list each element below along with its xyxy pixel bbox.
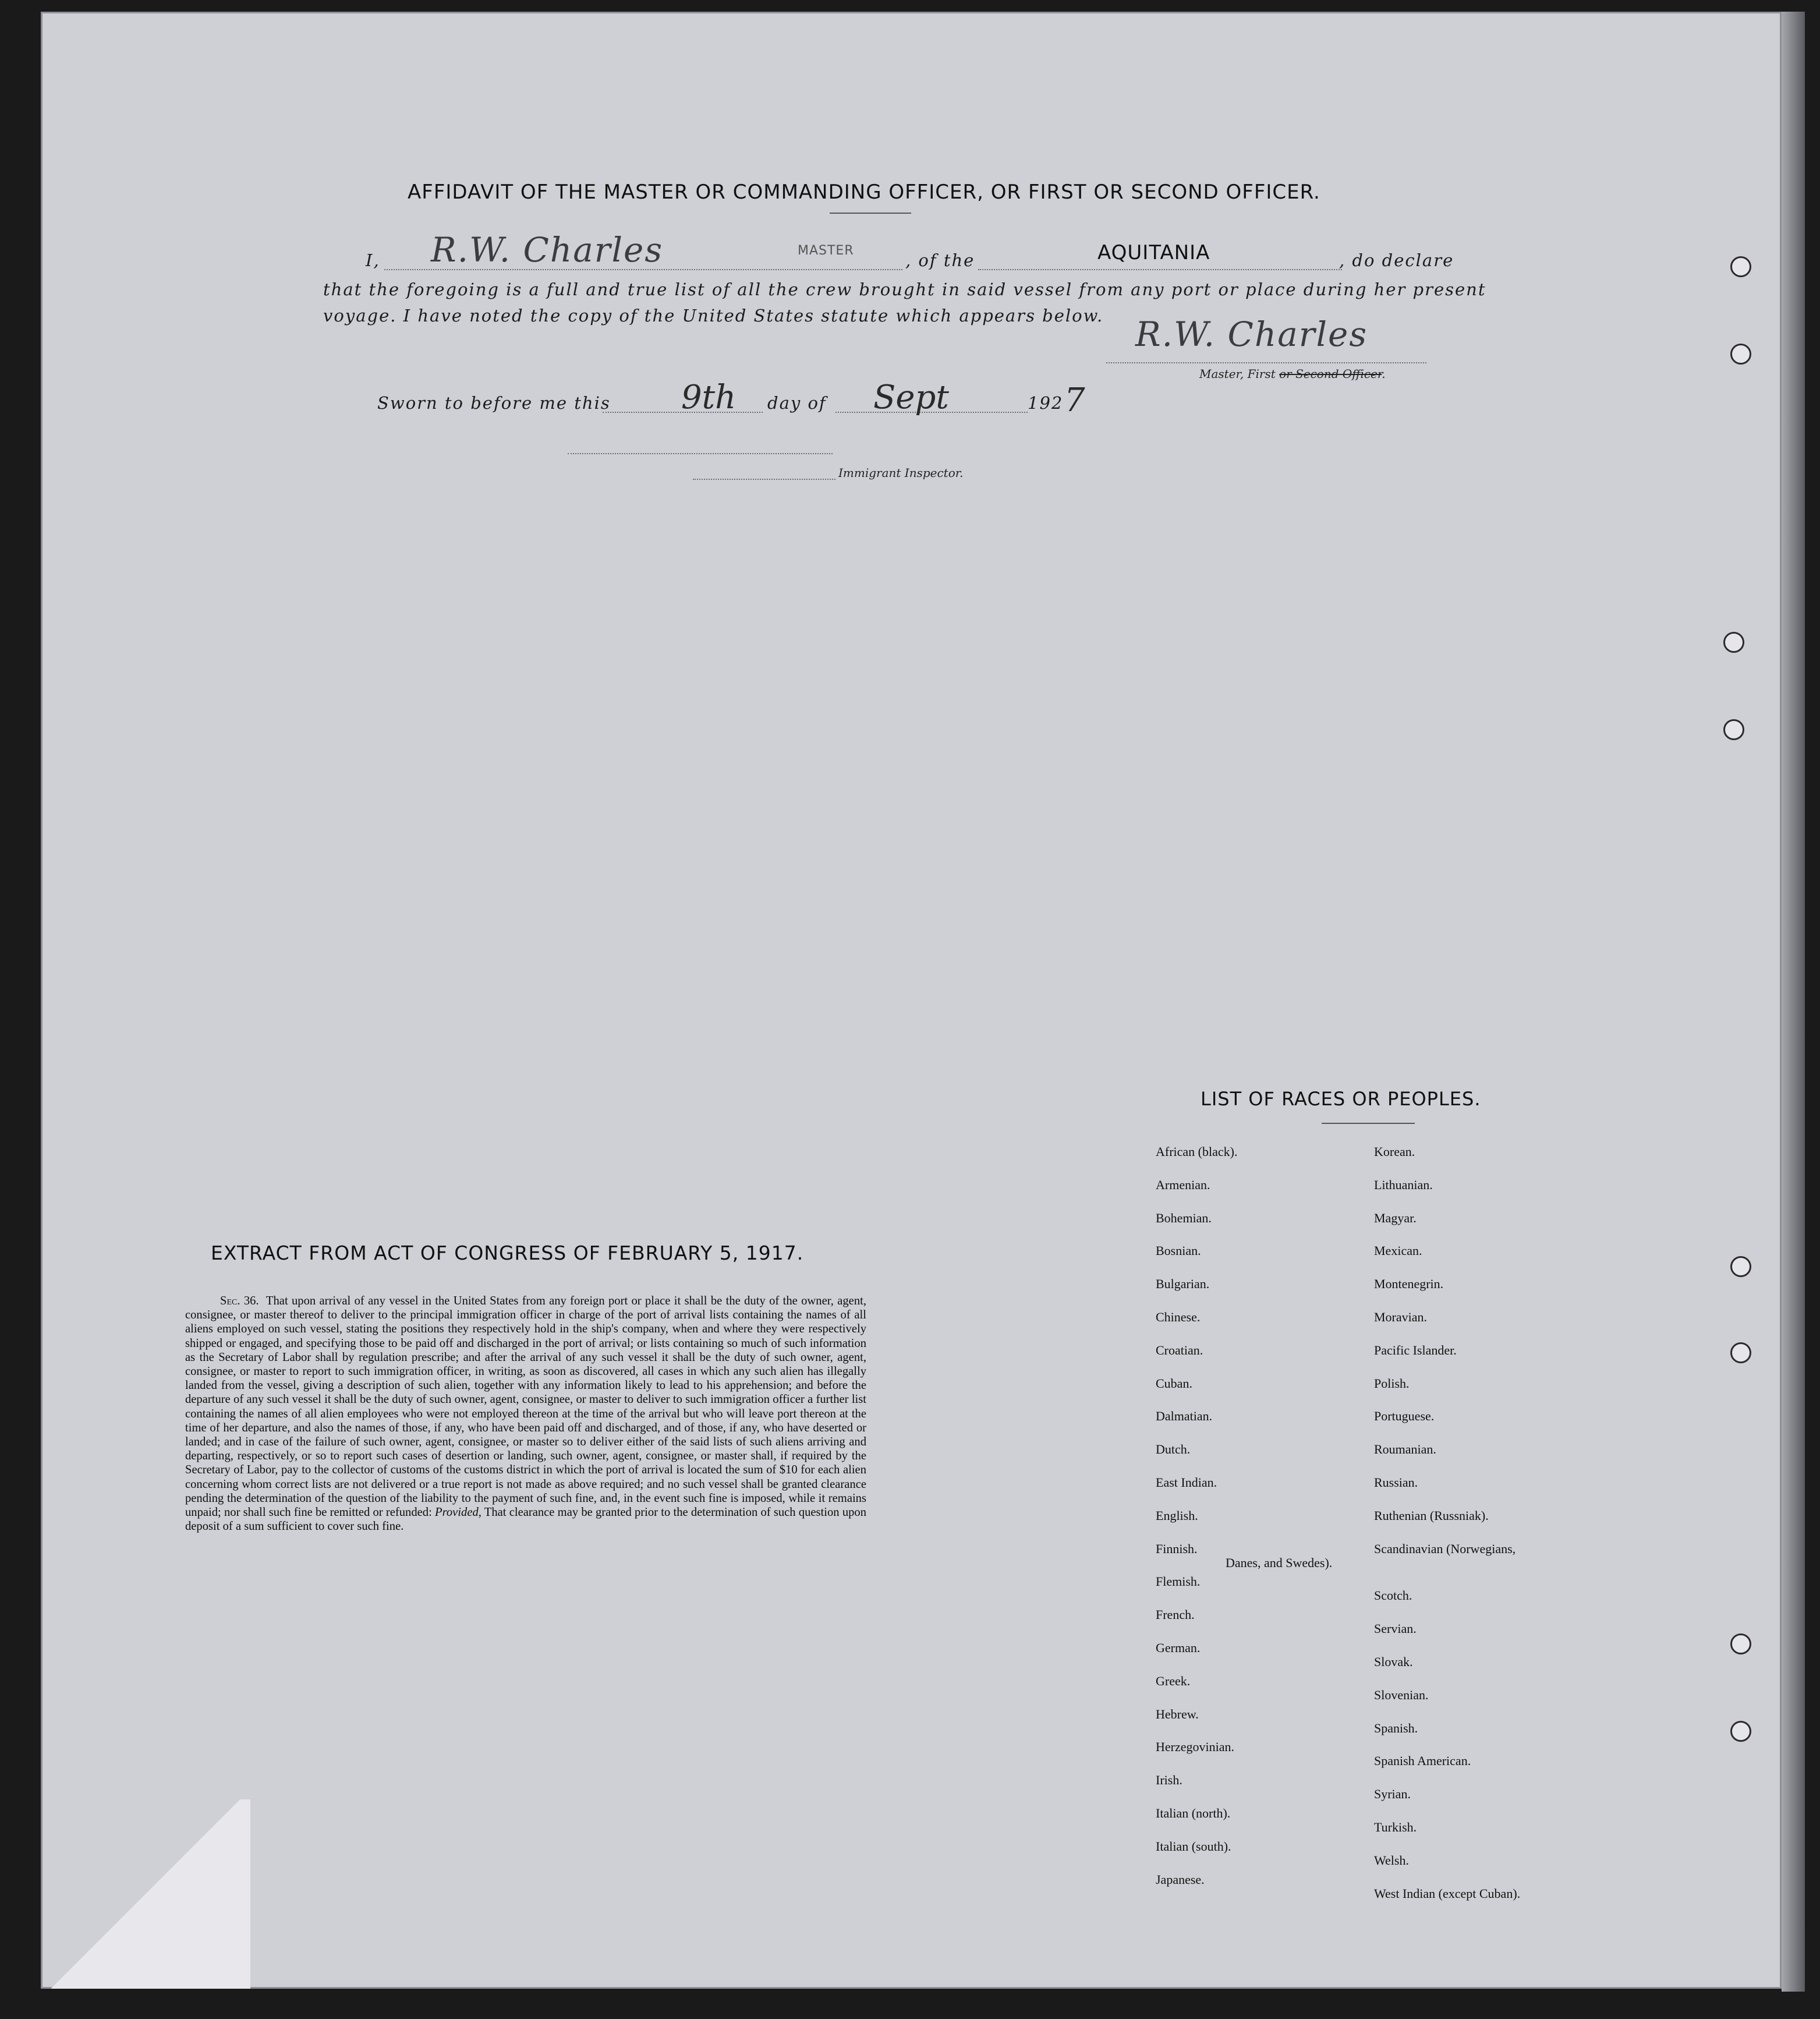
race-item: Russian. — [1374, 1475, 1418, 1490]
race-item: East Indian. — [1156, 1475, 1217, 1490]
sworn-month: Sept — [873, 379, 949, 416]
binder-hole — [1730, 1342, 1751, 1363]
sworn-day: 9th — [681, 379, 737, 416]
race-item: Lithuanian. — [1374, 1177, 1433, 1192]
signature-caption: Master, First or Second Officer. — [1199, 367, 1386, 381]
races-heading: LIST OF RACES OR PEOPLES. — [1201, 1088, 1481, 1110]
race-item: Danes, and Swedes). — [1226, 1555, 1333, 1570]
extract-text: Sec. 36. That upon arrival of any vessel in the United States from any foreign port or place it shall be the duty of the owner, agent, consignee, or master thereof to deliver to the principal immigration officer in charge of the port of arrival lists containing the names of all aliens employed on such vessel, stating the positions they respectively hold in the ship's company, when and where they were respectively shipped or engaged, and specifying those to be paid off and discharged in the port of arrival; or lists containing so much of such information as the Secretary of Labor shall by regulation prescribe; and after the arrival of any such vessel it shall be the duty of such owner, agent, consignee, or master to report to such immigration officer, in writing, as soon as discovered, all cases in which any such alien has illegally landed from the vessel, giving a description of such alien, together with any information likely to lead to his apprehension; and before the departure of any such vessel it shall be the duty of such owner, agent, consignee, or master to deliver to such immigration officer a further list containing the names of all alien employees who were not employed thereon at the time of the arrival but who will leave port thereon at the time of her departure, and also the names of those, if any, who have been paid off and discharged, and of those, if any, who have deserted or landed; and in case of the failure of such owner, agent, consignee, or master so to deliver either of the said lists of such aliens arriving and departing, respectively, or so to report such cases of desertion or landing, such owner, agent, consignee, or master shall, if required by the Secretary of Labor, pay to the collector of customs of the customs district in which the port of arrival is located the sum of $10 for each alien concerning whom correct lists are not delivered or a true report is not made as above required; and no such vessel shall be granted clearance pending the determination of the question of the liability to the payment of such fine, and, in the event such fine is imposed, while it remains unpaid; nor shall such fine be remitted or refunded: Provided, That clearance may be granted prior to the determination of such question upon deposit of a sum sufficient to cover such fine. — [185, 1295, 867, 1533]
race-item: Magyar. — [1374, 1210, 1417, 1225]
race-item: Scandinavian (Norwegians, — [1374, 1541, 1516, 1556]
binder-hole — [1730, 1256, 1751, 1277]
do-declare-label: , do declare — [1339, 250, 1454, 270]
race-item: Scotch. — [1374, 1588, 1412, 1603]
race-item: Cuban. — [1156, 1376, 1192, 1391]
race-item: Polish. — [1374, 1376, 1410, 1391]
race-item: Italian (south). — [1156, 1838, 1231, 1854]
folded-corner — [41, 1799, 250, 1989]
races-rule — [1322, 1123, 1415, 1124]
race-item: Welsh. — [1374, 1852, 1409, 1868]
race-item: Flemish. — [1156, 1574, 1201, 1589]
race-item: Mexican. — [1374, 1243, 1422, 1258]
master-signature: R.W. Charles — [431, 230, 664, 270]
race-item: German. — [1156, 1640, 1201, 1655]
race-item: French. — [1156, 1607, 1195, 1622]
of-the-label: , of the — [905, 250, 975, 270]
race-item: Slovak. — [1374, 1654, 1413, 1669]
race-item: Spanish American. — [1374, 1753, 1471, 1769]
race-item: Pacific Islander. — [1374, 1342, 1457, 1357]
race-item: West Indian (except Cuban). — [1374, 1886, 1521, 1901]
race-item: Herzegovinian. — [1156, 1739, 1234, 1755]
race-item: Irish. — [1156, 1773, 1182, 1788]
page-edge — [1782, 12, 1805, 1992]
race-item: English. — [1156, 1508, 1198, 1523]
signature-line — [1106, 362, 1426, 363]
year-prefix: 192 — [1028, 393, 1064, 413]
race-item: Montenegrin. — [1374, 1277, 1444, 1292]
affidavit-heading: AFFIDAVIT OF THE MASTER OR COMMANDING OFFICER, OR FIRST OR SECOND OFFICER. — [408, 181, 1320, 204]
race-item: Slovenian. — [1374, 1687, 1429, 1702]
race-item: African (black). — [1156, 1144, 1238, 1159]
race-item: Hebrew. — [1156, 1706, 1199, 1721]
race-item: Bosnian. — [1156, 1243, 1201, 1258]
race-item: Dutch. — [1156, 1442, 1191, 1457]
race-item: Ruthenian (Russniak). — [1374, 1508, 1489, 1523]
year-suffix: 7 — [1064, 381, 1085, 419]
affidavit-line2: that the foregoing is a full and true list of all the crew brought in said vessel from any port or place during her present — [323, 280, 1486, 299]
binder-hole — [1730, 344, 1751, 365]
race-item: Turkish. — [1374, 1820, 1417, 1834]
sworn-label: Sworn to before me this — [377, 393, 611, 413]
race-item: Servian. — [1374, 1621, 1417, 1636]
binder-hole — [1723, 632, 1744, 653]
race-item: Bulgarian. — [1156, 1277, 1210, 1292]
binder-hole — [1730, 1633, 1751, 1654]
inspector-caption: Immigrant Inspector. — [838, 466, 964, 480]
race-item: Portuguese. — [1374, 1409, 1435, 1424]
race-item: Japanese. — [1156, 1872, 1205, 1887]
binder-hole — [1730, 1721, 1751, 1742]
race-item: Korean. — [1374, 1144, 1415, 1159]
race-item: Spanish. — [1374, 1720, 1418, 1735]
race-item: Dalmatian. — [1156, 1409, 1213, 1424]
binder-hole — [1730, 256, 1751, 277]
race-item: Moravian. — [1374, 1310, 1428, 1324]
rank-stamp: MASTER — [798, 243, 854, 258]
vessel-name: AQUITANIA — [1097, 241, 1210, 264]
race-item: Croatian. — [1156, 1342, 1203, 1357]
binder-hole — [1723, 719, 1744, 740]
race-item: Chinese. — [1156, 1310, 1201, 1324]
race-item: Greek. — [1156, 1673, 1191, 1688]
race-item: Syrian. — [1374, 1787, 1411, 1802]
heading-rule — [830, 213, 911, 214]
inspector-line-2 — [693, 479, 835, 480]
race-item: Bohemian. — [1156, 1210, 1212, 1225]
officer-signature: R.W. Charles — [1135, 314, 1368, 354]
race-item: Armenian. — [1156, 1177, 1210, 1192]
extract-heading: EXTRACT FROM ACT OF CONGRESS OF FEBRUARY 5, 1917. — [211, 1242, 804, 1264]
affidavit-i: I, — [366, 250, 380, 270]
day-of-label: day of — [767, 393, 827, 413]
vessel-line — [978, 269, 1342, 270]
race-item: Finnish. — [1156, 1541, 1198, 1556]
inspector-line-1 — [568, 453, 833, 454]
race-item: Italian (north). — [1156, 1806, 1231, 1820]
affidavit-line3: voyage. I have noted the copy of the United States statute which appears below. — [323, 306, 1104, 326]
race-item: Roumanian. — [1374, 1442, 1436, 1457]
